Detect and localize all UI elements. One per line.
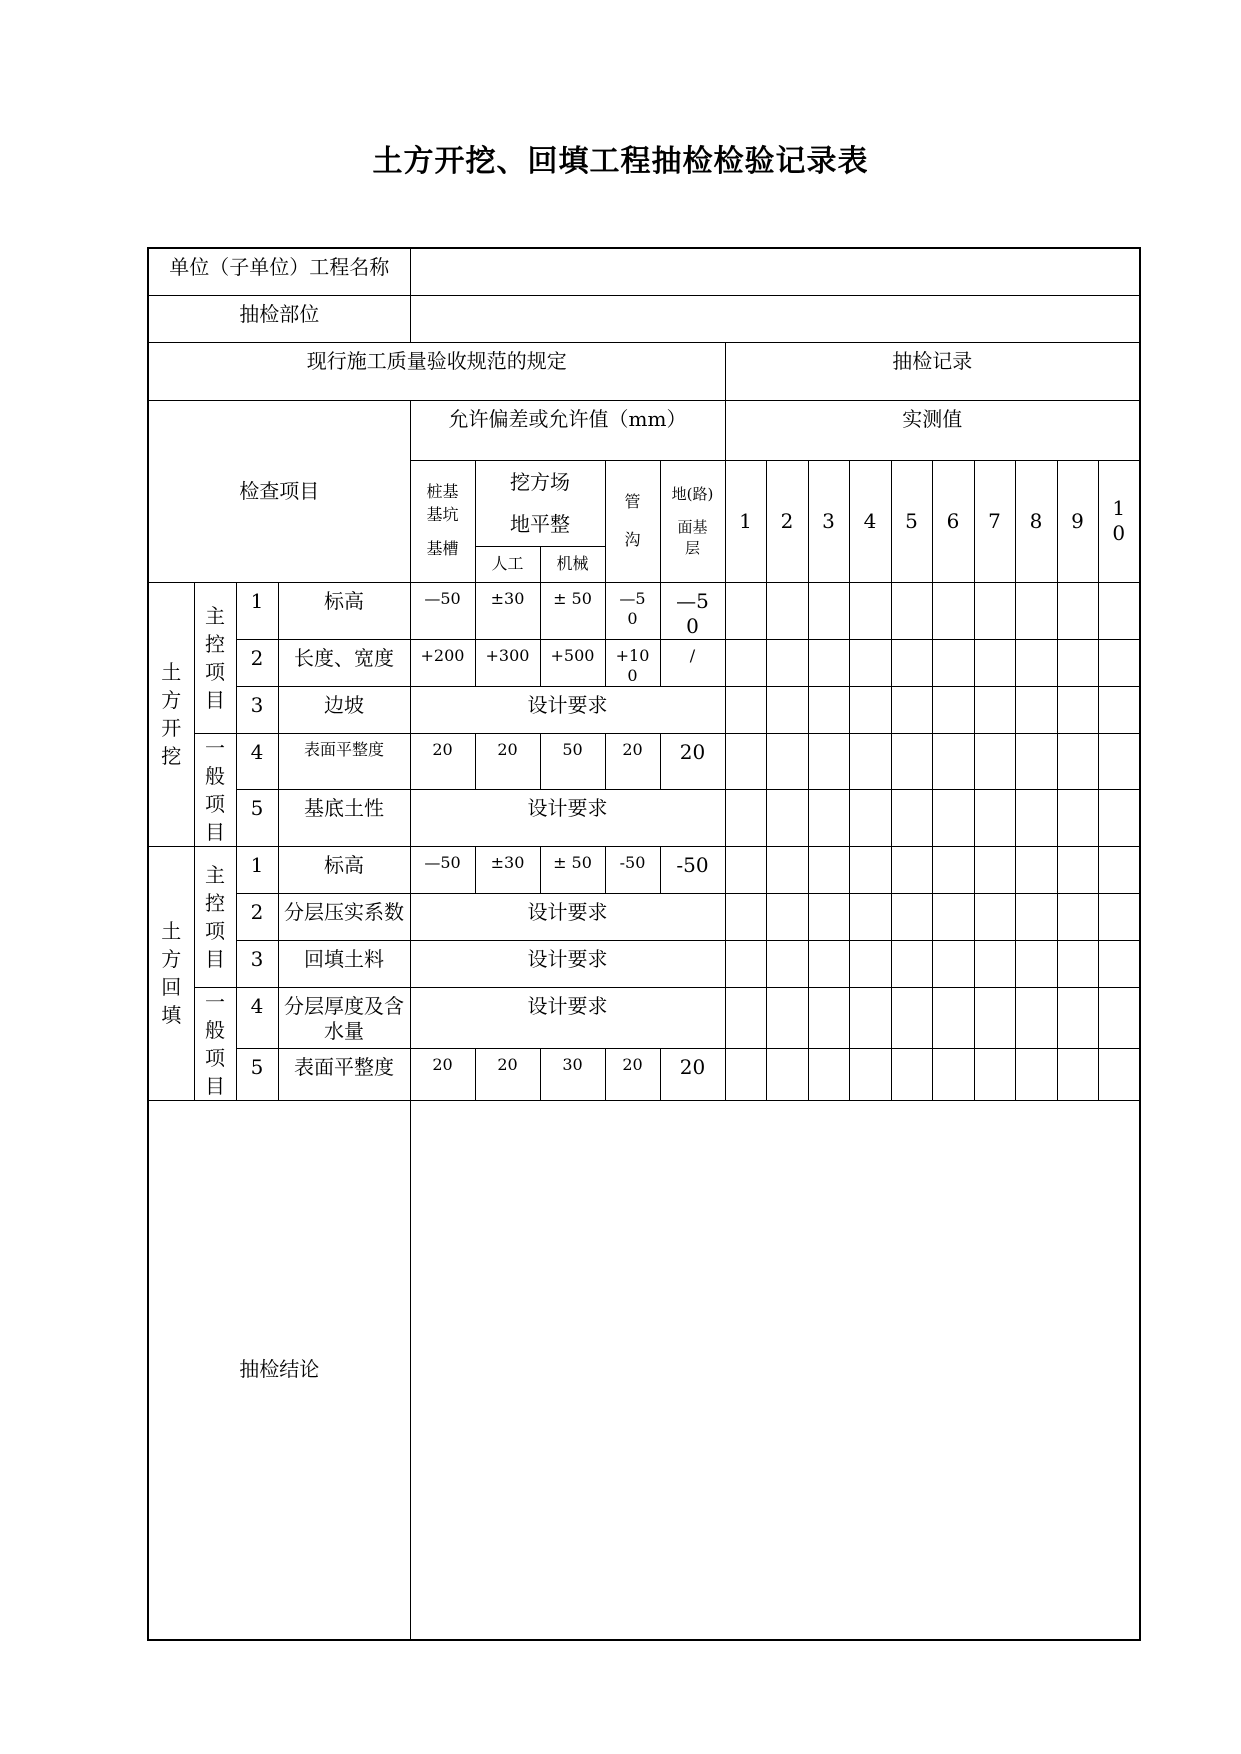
- tol-ground: 20: [660, 733, 725, 790]
- col-ground-base: 地(路) 面基 层: [660, 460, 725, 582]
- measure-col-5: 5: [891, 460, 932, 582]
- measure-cell[interactable]: [766, 846, 808, 893]
- tol-manual: 20: [475, 1049, 540, 1100]
- measure-cell[interactable]: [849, 987, 891, 1049]
- measure-cell[interactable]: [891, 846, 932, 893]
- measure-cell[interactable]: [725, 846, 766, 893]
- measure-cell[interactable]: [725, 733, 766, 790]
- measure-cell[interactable]: [932, 987, 974, 1049]
- row-num: 3: [236, 940, 278, 987]
- measure-cell[interactable]: [932, 733, 974, 790]
- measure-cell[interactable]: [1057, 790, 1098, 847]
- measure-cell[interactable]: [849, 893, 891, 940]
- measure-cell[interactable]: [849, 846, 891, 893]
- row-num: 4: [236, 733, 278, 790]
- measure-cell[interactable]: [974, 790, 1015, 847]
- measure-cell[interactable]: [766, 582, 808, 639]
- measure-cell[interactable]: [1098, 987, 1140, 1049]
- row-num: 2: [236, 639, 278, 686]
- measure-cell[interactable]: [1015, 940, 1057, 987]
- excavation-general-label: 一 般 项 目: [194, 733, 236, 846]
- measure-cell[interactable]: [1098, 686, 1140, 733]
- measure-cell[interactable]: [1098, 790, 1140, 847]
- tol-manual: ±30: [475, 846, 540, 893]
- tol-ground: /: [660, 639, 725, 686]
- measure-cell[interactable]: [1098, 893, 1140, 940]
- tol-pile: —50: [410, 846, 475, 893]
- measure-cell[interactable]: [766, 733, 808, 790]
- tol-pipe: 20: [605, 1049, 660, 1100]
- measure-cell[interactable]: [766, 893, 808, 940]
- measure-cell[interactable]: [1015, 987, 1057, 1049]
- backfill-group-label: 土 方 回 填: [148, 846, 194, 1100]
- measure-cell[interactable]: [1057, 733, 1098, 790]
- measure-cell[interactable]: [891, 639, 932, 686]
- measure-cell[interactable]: [932, 940, 974, 987]
- tol-pipe: —5 0: [605, 582, 660, 639]
- measure-cell[interactable]: [1015, 790, 1057, 847]
- tol-manual: ±30: [475, 582, 540, 639]
- measure-cell[interactable]: [932, 639, 974, 686]
- record-header: 抽检记录: [725, 342, 1140, 400]
- measure-cell[interactable]: [1015, 582, 1057, 639]
- measure-cell[interactable]: [849, 582, 891, 639]
- row-item: 长度、宽度: [278, 639, 410, 686]
- measure-cell[interactable]: [808, 1049, 849, 1100]
- row-item: 回填土料: [278, 940, 410, 987]
- tol-manual: 20: [475, 733, 540, 790]
- measure-cell[interactable]: [766, 987, 808, 1049]
- measure-cell[interactable]: [808, 987, 849, 1049]
- measure-cell[interactable]: [808, 639, 849, 686]
- tol-ground: -50: [660, 846, 725, 893]
- measure-cell[interactable]: [1015, 639, 1057, 686]
- measure-cell[interactable]: [766, 1049, 808, 1100]
- measure-cell[interactable]: [725, 639, 766, 686]
- tol-machine: +500: [540, 639, 605, 686]
- measure-cell[interactable]: [725, 987, 766, 1049]
- tol-manual: +300: [475, 639, 540, 686]
- measure-cell[interactable]: [1098, 1049, 1140, 1100]
- measure-cell[interactable]: [808, 686, 849, 733]
- measure-cell[interactable]: [849, 940, 891, 987]
- row-item: 分层压实系数: [278, 893, 410, 940]
- row-num: 5: [236, 1049, 278, 1100]
- measure-cell[interactable]: [849, 686, 891, 733]
- tol-machine: 50: [540, 733, 605, 790]
- measure-cell[interactable]: [725, 893, 766, 940]
- row-num: 1: [236, 582, 278, 639]
- measure-cell[interactable]: [1057, 686, 1098, 733]
- measure-cell[interactable]: [766, 686, 808, 733]
- measure-cell[interactable]: [974, 582, 1015, 639]
- measure-cell[interactable]: [808, 790, 849, 847]
- measure-cell[interactable]: [849, 639, 891, 686]
- measure-cell[interactable]: [891, 893, 932, 940]
- row-num: 3: [236, 686, 278, 733]
- measure-cell[interactable]: [1057, 582, 1098, 639]
- tol-merged: 设计要求: [410, 686, 725, 733]
- tol-machine: ± 50: [540, 582, 605, 639]
- measure-col-1: 1: [725, 460, 766, 582]
- spec-header: 现行施工质量验收规范的规定: [148, 342, 725, 400]
- measure-cell[interactable]: [974, 846, 1015, 893]
- tol-ground: —5 0: [660, 582, 725, 639]
- measure-cell[interactable]: [974, 893, 1015, 940]
- measure-cell[interactable]: [891, 582, 932, 639]
- row-num: 2: [236, 893, 278, 940]
- measure-cell[interactable]: [725, 1049, 766, 1100]
- measure-cell[interactable]: [725, 790, 766, 847]
- excavation-main-control-label: 主 控 项 目: [194, 582, 236, 733]
- measure-cell[interactable]: [1015, 846, 1057, 893]
- row-num: 4: [236, 987, 278, 1049]
- measure-cell[interactable]: [1015, 733, 1057, 790]
- row-item: 基底土性: [278, 790, 410, 847]
- measure-cell[interactable]: [1057, 846, 1098, 893]
- tolerance-header: 允许偏差或允许值（mm）: [410, 400, 725, 460]
- col-pile-foundation: 桩基 基坑 基槽: [410, 460, 475, 582]
- measure-cell[interactable]: [808, 733, 849, 790]
- tol-merged: 设计要求: [410, 893, 725, 940]
- excavation-group-label: 土 方 开 挖: [148, 582, 194, 846]
- tol-pipe: +10 0: [605, 639, 660, 686]
- measure-cell[interactable]: [766, 940, 808, 987]
- measure-col-7: 7: [974, 460, 1015, 582]
- measure-cell[interactable]: [725, 940, 766, 987]
- tol-merged: 设计要求: [410, 940, 725, 987]
- measure-cell[interactable]: [891, 987, 932, 1049]
- col-pipe-trench: 管 沟: [605, 460, 660, 582]
- row-item: 标高: [278, 582, 410, 639]
- measure-cell[interactable]: [808, 940, 849, 987]
- location-label: 抽检部位: [148, 295, 410, 342]
- measure-cell[interactable]: [932, 686, 974, 733]
- location-field[interactable]: [410, 295, 1140, 342]
- row-item: 标高: [278, 846, 410, 893]
- measure-cell[interactable]: [725, 582, 766, 639]
- measure-cell[interactable]: [891, 686, 932, 733]
- measure-cell[interactable]: [932, 790, 974, 847]
- measure-cell[interactable]: [1057, 893, 1098, 940]
- conclusion-label: 抽检结论: [148, 1100, 410, 1640]
- unit-name-label: 单位（子单位）工程名称: [148, 248, 410, 295]
- measure-cell[interactable]: [766, 790, 808, 847]
- unit-name-field[interactable]: [410, 248, 1140, 295]
- measure-cell[interactable]: [1057, 1049, 1098, 1100]
- measure-cell[interactable]: [891, 940, 932, 987]
- measure-cell[interactable]: [1098, 846, 1140, 893]
- measure-col-3: 3: [808, 460, 849, 582]
- tol-pile: 20: [410, 733, 475, 790]
- page-title: 土方开挖、回填工程抽检检验记录表: [372, 144, 869, 179]
- measure-cell[interactable]: [1057, 987, 1098, 1049]
- row-item: 表面平整度: [278, 1049, 410, 1100]
- tol-pipe: -50: [605, 846, 660, 893]
- measure-col-6: 6: [932, 460, 974, 582]
- col-site-leveling: 挖方场 地平整: [475, 460, 605, 546]
- tol-pile: +200: [410, 639, 475, 686]
- row-item: 边坡: [278, 686, 410, 733]
- measure-cell[interactable]: [725, 686, 766, 733]
- measure-cell[interactable]: [1057, 940, 1098, 987]
- inspection-record-table: [147, 247, 1141, 1641]
- measure-cell[interactable]: [932, 582, 974, 639]
- measure-col-4: 4: [849, 460, 891, 582]
- tol-pipe: 20: [605, 733, 660, 790]
- row-item: 分层厚度及含水量: [278, 987, 410, 1049]
- measured-header: 实测值: [725, 400, 1140, 460]
- inspection-item-header: 检查项目: [148, 400, 410, 582]
- measure-cell[interactable]: [1098, 733, 1140, 790]
- tol-merged: 设计要求: [410, 987, 725, 1049]
- tol-machine: 30: [540, 1049, 605, 1100]
- measure-cell[interactable]: [974, 987, 1015, 1049]
- tol-pile: 20: [410, 1049, 475, 1100]
- measure-cell[interactable]: [974, 686, 1015, 733]
- measure-col-9: 9: [1057, 460, 1098, 582]
- tol-machine: ± 50: [540, 846, 605, 893]
- measure-cell[interactable]: [849, 790, 891, 847]
- measure-cell[interactable]: [1015, 686, 1057, 733]
- measure-cell[interactable]: [1098, 940, 1140, 987]
- measure-cell[interactable]: [849, 733, 891, 790]
- measure-cell[interactable]: [932, 1049, 974, 1100]
- measure-cell[interactable]: [974, 639, 1015, 686]
- measure-cell[interactable]: [891, 1049, 932, 1100]
- measure-cell[interactable]: [974, 1049, 1015, 1100]
- measure-cell[interactable]: [1057, 639, 1098, 686]
- measure-cell[interactable]: [808, 846, 849, 893]
- tol-merged: 设计要求: [410, 790, 725, 847]
- measure-cell[interactable]: [974, 733, 1015, 790]
- measure-col-10: 1 0: [1098, 460, 1140, 582]
- col-manual: 人工: [475, 546, 540, 582]
- measure-cell[interactable]: [808, 893, 849, 940]
- col-machine: 机械: [540, 546, 605, 582]
- measure-cell[interactable]: [974, 940, 1015, 987]
- row-item: 表面平整度: [278, 733, 410, 790]
- measure-cell[interactable]: [1015, 1049, 1057, 1100]
- measure-cell[interactable]: [891, 733, 932, 790]
- backfill-main-control-label: 主 控 项 目: [194, 846, 236, 987]
- conclusion-field[interactable]: [410, 1100, 1140, 1640]
- backfill-general-label: 一 般 项 目: [194, 987, 236, 1100]
- tol-ground: 20: [660, 1049, 725, 1100]
- row-num: 5: [236, 790, 278, 847]
- measure-cell[interactable]: [932, 893, 974, 940]
- measure-cell[interactable]: [808, 582, 849, 639]
- measure-cell[interactable]: [932, 846, 974, 893]
- measure-cell[interactable]: [1098, 582, 1140, 639]
- measure-cell[interactable]: [1098, 639, 1140, 686]
- measure-col-2: 2: [766, 460, 808, 582]
- tol-pile: —50: [410, 582, 475, 639]
- measure-cell[interactable]: [849, 1049, 891, 1100]
- measure-col-8: 8: [1015, 460, 1057, 582]
- row-num: 1: [236, 846, 278, 893]
- measure-cell[interactable]: [1015, 893, 1057, 940]
- measure-cell[interactable]: [766, 639, 808, 686]
- measure-cell[interactable]: [891, 790, 932, 847]
